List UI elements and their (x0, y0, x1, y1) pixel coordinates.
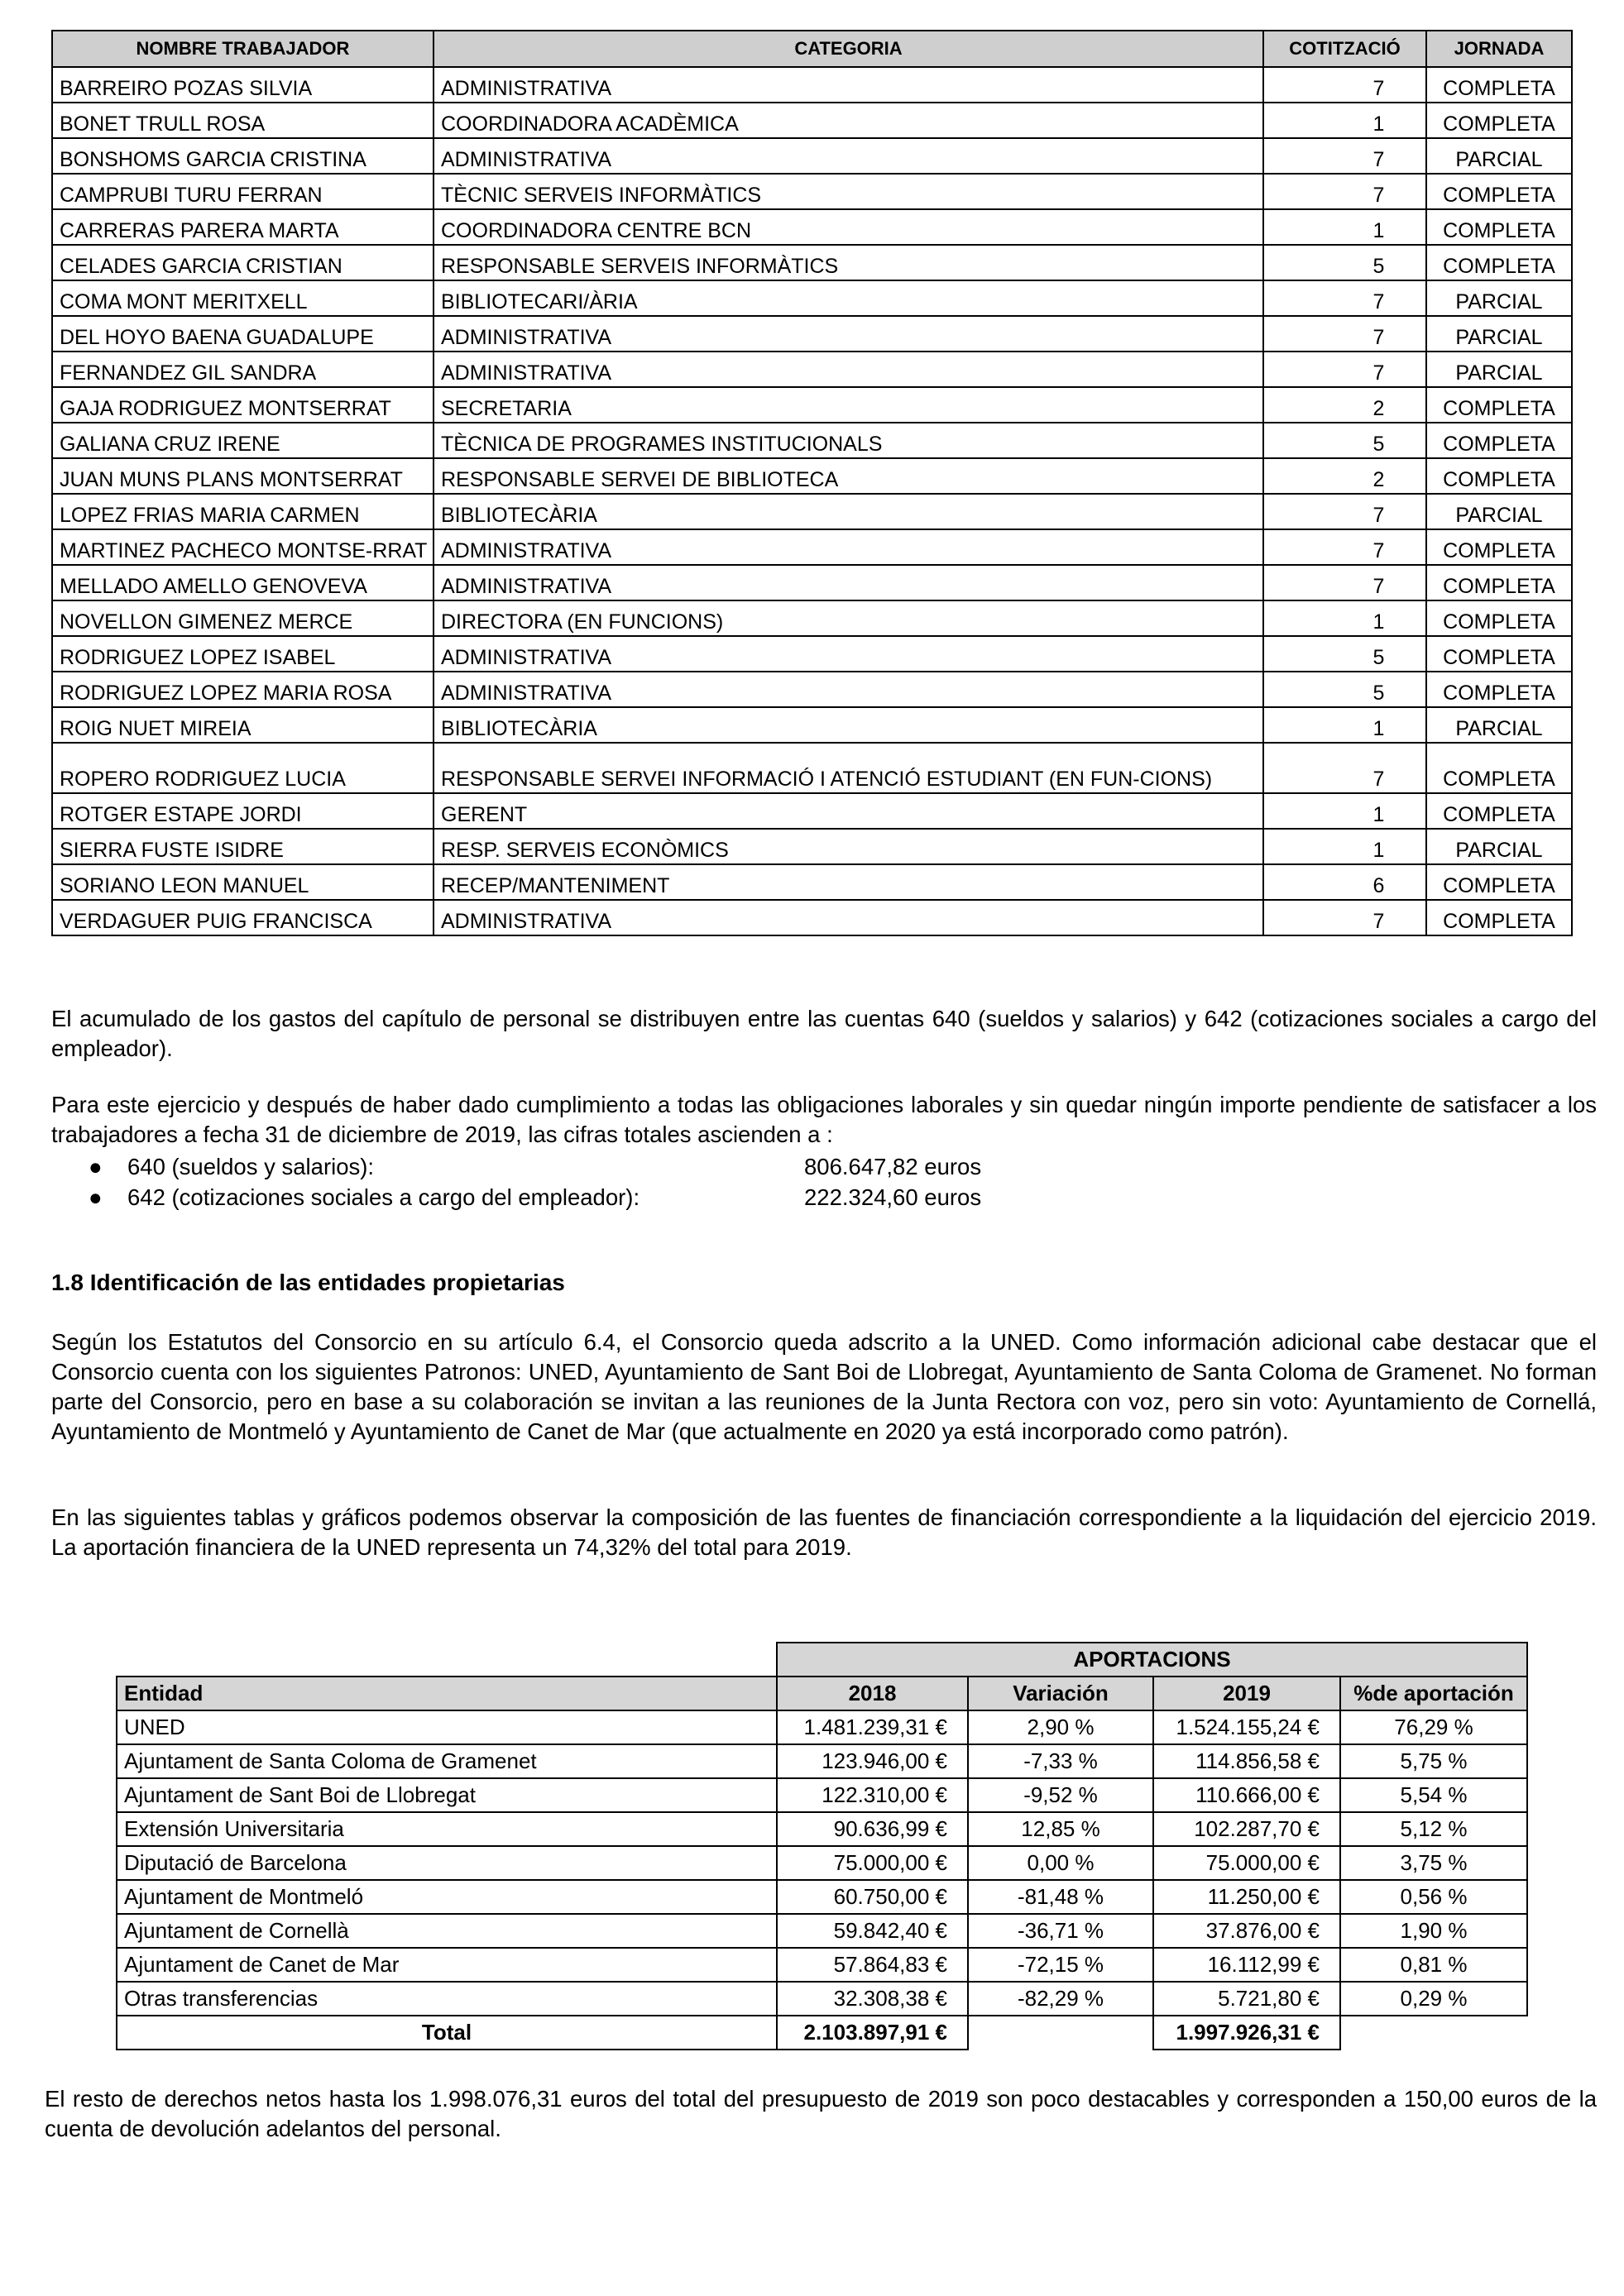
employee-jornada: COMPLETA (1426, 529, 1572, 565)
employee-cotitzacio: 7 (1263, 174, 1426, 209)
employee-name: BONSHOMS GARCIA CRISTINA (52, 138, 434, 174)
table-row (117, 1744, 1527, 1778)
employee-jornada: PARCIAL (1426, 494, 1572, 529)
aportacion-2019: 5.721,80 € (1153, 1982, 1340, 2016)
employee-cotitzacio: 2 (1263, 458, 1426, 494)
employee-category: ADMINISTRATIVA (434, 352, 1263, 387)
employee-name: JUAN MUNS PLANS MONTSERRAT (52, 458, 434, 494)
table-row (52, 494, 1572, 529)
bullet-label: 642 (cotizaciones sociales a cargo del empleador): (127, 1184, 640, 1210)
entidad-name: Diputació de Barcelona (117, 1846, 777, 1880)
aportacions-title-row (117, 1643, 1527, 1677)
employee-jornada: COMPLETA (1426, 245, 1572, 280)
table-row (117, 1914, 1527, 1948)
employee-cotitzacio: 5 (1263, 636, 1426, 672)
employee-cotitzacio: 5 (1263, 672, 1426, 707)
table-row (52, 387, 1572, 423)
header-nombre: NOMBRE TRABAJADOR (52, 31, 434, 67)
employee-name: DEL HOYO BAENA GUADALUPE (52, 316, 434, 352)
table-row (52, 423, 1572, 458)
table-row (52, 174, 1572, 209)
employee-category: ADMINISTRATIVA (434, 672, 1263, 707)
aportacions-table-body (117, 1710, 1527, 2016)
bullet-640 (51, 1151, 982, 1182)
table-row (52, 209, 1572, 245)
table-row (52, 600, 1572, 636)
aportacion-porcentaje: 0,81 % (1340, 1948, 1527, 1982)
aportacion-2019: 102.287,70 € (1153, 1812, 1340, 1846)
employee-category: ADMINISTRATIVA (434, 67, 1263, 103)
employee-cotitzacio: 1 (1263, 209, 1426, 245)
aportacion-2018: 59.842,40 € (777, 1914, 968, 1948)
aportacion-variacion: 12,85 % (968, 1812, 1153, 1846)
employee-name: ROTGER ESTAPE JORDI (52, 793, 434, 829)
employee-jornada: COMPLETA (1426, 743, 1572, 793)
employee-name: RODRIGUEZ LOPEZ MARIA ROSA (52, 672, 434, 707)
aportacion-variacion: -7,33 % (968, 1744, 1153, 1778)
employee-name: COMA MONT MERITXELL (52, 280, 434, 316)
aportacion-porcentaje: 76,29 % (1340, 1710, 1527, 1744)
employee-category: ADMINISTRATIVA (434, 636, 1263, 672)
aportacions-table (116, 1642, 1528, 2050)
employee-category: GERENT (434, 793, 1263, 829)
entidad-name: Ajuntament de Santa Coloma de Gramenet (117, 1744, 777, 1778)
employee-name: CARRERAS PARERA MARTA (52, 209, 434, 245)
employee-cotitzacio: 7 (1263, 352, 1426, 387)
table-row (52, 138, 1572, 174)
employee-cotitzacio: 6 (1263, 864, 1426, 900)
employee-cotitzacio: 7 (1263, 743, 1426, 793)
employee-cotitzacio: 1 (1263, 829, 1426, 864)
table-row (52, 316, 1572, 352)
employee-jornada: COMPLETA (1426, 793, 1572, 829)
paragraph-resto-derechos: El resto de derechos netos hasta los 1.998.076,31 euros del total del presupuesto de 2019 son poco destacables y corresponden a 150,00 euros de la cuenta de devolución adelantos del personal. (45, 2086, 1597, 2141)
header-2019: 2019 (1153, 1677, 1340, 1710)
aportacion-porcentaje: 1,90 % (1340, 1914, 1527, 1948)
employee-jornada: COMPLETA (1426, 209, 1572, 245)
table-row (52, 458, 1572, 494)
employee-jornada: COMPLETA (1426, 672, 1572, 707)
employee-jornada: COMPLETA (1426, 174, 1572, 209)
table-row (117, 1846, 1527, 1880)
employee-jornada: PARCIAL (1426, 352, 1572, 387)
employee-table-header (52, 31, 1572, 67)
employee-category: RESP. SERVEIS ECONÒMICS (434, 829, 1263, 864)
aportacion-2019: 1.524.155,24 € (1153, 1710, 1340, 1744)
employee-jornada: PARCIAL (1426, 316, 1572, 352)
entidad-name: Ajuntament de Canet de Mar (117, 1948, 777, 1982)
aportacion-variacion: 2,90 % (968, 1710, 1153, 1744)
paragraph-ejercicio: Para este ejercicio y después de haber dado cumplimiento a todas las obligaciones laborales y sin quedar ningún importe pendiente de satisfacer a los trabajadores a fecha 31 de diciembre de 2019, las cifras totales ascienden a : (51, 1092, 1597, 1147)
employee-jornada: COMPLETA (1426, 423, 1572, 458)
employee-cotitzacio: 7 (1263, 138, 1426, 174)
employee-jornada: COMPLETA (1426, 458, 1572, 494)
table-row (52, 793, 1572, 829)
table-row (52, 672, 1572, 707)
employee-name: BARREIRO POZAS SILVIA (52, 67, 434, 103)
table-row (52, 829, 1572, 864)
aportacion-2019: 114.856,58 € (1153, 1744, 1340, 1778)
bullet-642 (51, 1182, 982, 1213)
bullet-dot-icon: ● (89, 1154, 103, 1179)
employee-name: LOPEZ FRIAS MARIA CARMEN (52, 494, 434, 529)
employee-name: GAJA RODRIGUEZ MONTSERRAT (52, 387, 434, 423)
employee-cotitzacio: 1 (1263, 600, 1426, 636)
employee-category: ADMINISTRATIVA (434, 900, 1263, 935)
employee-jornada: COMPLETA (1426, 67, 1572, 103)
paragraph-financiacion: En las siguientes tablas y gráficos podemos observar la composición de las fuentes de financiación correspondiente a la liquidación del ejercicio 2019. La aportación financiera de la UNED representa un 74,32% del total para 2019. (51, 1504, 1597, 1560)
aportacions-title: APORTACIONS (777, 1643, 1527, 1677)
table-row (52, 636, 1572, 672)
table-row (117, 1710, 1527, 1744)
bullet-value: 806.647,82 euros (804, 1154, 982, 1179)
employee-jornada: PARCIAL (1426, 280, 1572, 316)
employee-name: GALIANA CRUZ IRENE (52, 423, 434, 458)
table-row (117, 1778, 1527, 1812)
table-row (117, 1982, 1527, 2016)
entidad-name: Extensión Universitaria (117, 1812, 777, 1846)
employee-cotitzacio: 1 (1263, 793, 1426, 829)
header-variacion: Variación (968, 1677, 1153, 1710)
entidad-name: Ajuntament de Montmeló (117, 1880, 777, 1914)
employee-name: BONET TRULL ROSA (52, 103, 434, 138)
header-aportacion: %de aportación (1340, 1677, 1527, 1710)
employee-name: FERNANDEZ GIL SANDRA (52, 352, 434, 387)
table-row (52, 707, 1572, 743)
aportacions-total-row (117, 2016, 1527, 2050)
employee-table-body (52, 67, 1572, 935)
employee-cotitzacio: 7 (1263, 529, 1426, 565)
employee-cotitzacio: 1 (1263, 707, 1426, 743)
employee-name: NOVELLON GIMENEZ MERCE (52, 600, 434, 636)
employee-category: TÈCNIC SERVEIS INFORMÀTICS (434, 174, 1263, 209)
employee-name: RODRIGUEZ LOPEZ ISABEL (52, 636, 434, 672)
employee-name: ROPERO RODRIGUEZ LUCIA (52, 743, 434, 793)
header-entidad: Entidad (117, 1677, 777, 1710)
table-row (52, 245, 1572, 280)
table-row (52, 529, 1572, 565)
employee-jornada: PARCIAL (1426, 829, 1572, 864)
employee-category: RESPONSABLE SERVEIS INFORMÀTICS (434, 245, 1263, 280)
aportacion-2018: 75.000,00 € (777, 1846, 968, 1880)
employee-category: ADMINISTRATIVA (434, 565, 1263, 600)
aportacion-2019: 75.000,00 € (1153, 1846, 1340, 1880)
aportacion-2019: 110.666,00 € (1153, 1778, 1340, 1812)
employee-jornada: COMPLETA (1426, 565, 1572, 600)
table-row (52, 864, 1572, 900)
employee-name: VERDAGUER PUIG FRANCISCA (52, 900, 434, 935)
paragraph-estatutos: Según los Estatutos del Consorcio en su artículo 6.4, el Consorcio queda adscrito a la UNED. Como información adicional cabe destacar que el Consorcio cuenta con los siguientes Patronos: UNED, Ayuntamiento de Sant Boi de Llobregat, Ayuntamiento de Santa Coloma de Gramenet. No forman parte del Consorcio, pero en base a su colaboración se invitan a las reuniones de la Junta Rectora con voz, pero sin voto: Ayuntamiento de Cornellá, Ayuntamiento de Montmeló y Ayuntamiento de Canet de Mar (que actualmente en 2020 ya está incorporado como patrón). (51, 1329, 1597, 1444)
aportacion-variacion: -82,29 % (968, 1982, 1153, 2016)
table-row (52, 565, 1572, 600)
employee-jornada: PARCIAL (1426, 138, 1572, 174)
employee-category: COORDINADORA ACADÈMICA (434, 103, 1263, 138)
entidad-name: Ajuntament de Sant Boi de Llobregat (117, 1778, 777, 1812)
employee-category: BIBLIOTECÀRIA (434, 494, 1263, 529)
employee-category: TÈCNICA DE PROGRAMES INSTITUCIONALS (434, 423, 1263, 458)
header-cotitzacio: COTITZACIÓ (1263, 31, 1426, 67)
employee-cotitzacio: 5 (1263, 245, 1426, 280)
aportacion-variacion: -9,52 % (968, 1778, 1153, 1812)
table-row (117, 1880, 1527, 1914)
employee-jornada: PARCIAL (1426, 707, 1572, 743)
total-2018: 2.103.897,91 € (777, 2016, 968, 2050)
employee-category: ADMINISTRATIVA (434, 316, 1263, 352)
bullet-label: 640 (sueldos y salarios): (127, 1154, 375, 1179)
header-jornada: JORNADA (1426, 31, 1572, 67)
aportacion-2018: 123.946,00 € (777, 1744, 968, 1778)
employee-name: MELLADO AMELLO GENOVEVA (52, 565, 434, 600)
header-2018: 2018 (777, 1677, 968, 1710)
employee-category: DIRECTORA (EN FUNCIONS) (434, 600, 1263, 636)
aportacion-2018: 32.308,38 € (777, 1982, 968, 2016)
entidad-name: UNED (117, 1710, 777, 1744)
aportacion-2019: 16.112,99 € (1153, 1948, 1340, 1982)
employee-name: CAMPRUBI TURU FERRAN (52, 174, 434, 209)
employee-category: COORDINADORA CENTRE BCN (434, 209, 1263, 245)
employee-category: RESPONSABLE SERVEI DE BIBLIOTECA (434, 458, 1263, 494)
employee-cotitzacio: 7 (1263, 494, 1426, 529)
employee-table (51, 30, 1573, 936)
aportacion-variacion: 0,00 % (968, 1846, 1153, 1880)
aportacion-porcentaje: 5,75 % (1340, 1744, 1527, 1778)
aportacion-2018: 90.636,99 € (777, 1812, 968, 1846)
employee-cotitzacio: 7 (1263, 67, 1426, 103)
employee-cotitzacio: 7 (1263, 565, 1426, 600)
section-heading: 1.8 Identificación de las entidades propietarias (51, 1270, 565, 1295)
entidad-name: Ajuntament de Cornellà (117, 1914, 777, 1948)
employee-category: BIBLIOTECARI/ÀRIA (434, 280, 1263, 316)
employee-name: CELADES GARCIA CRISTIAN (52, 245, 434, 280)
total-label: Total (117, 2016, 777, 2050)
employee-cotitzacio: 5 (1263, 423, 1426, 458)
bullet-value: 222.324,60 euros (804, 1184, 982, 1210)
total-2019: 1.997.926,31 € (1153, 2016, 1340, 2050)
aportacions-header-row (117, 1677, 1527, 1710)
table-row (52, 900, 1572, 935)
employee-cotitzacio: 7 (1263, 280, 1426, 316)
employee-category: BIBLIOTECÀRIA (434, 707, 1263, 743)
employee-cotitzacio: 1 (1263, 103, 1426, 138)
table-row (52, 280, 1572, 316)
table-row (117, 1948, 1527, 1982)
aportacion-variacion: -36,71 % (968, 1914, 1153, 1948)
employee-category: RESPONSABLE SERVEI INFORMACIÓ I ATENCIÓ ESTUDIANT (EN FUN-CIONS) (434, 743, 1263, 793)
aportacion-2018: 1.481.239,31 € (777, 1710, 968, 1744)
aportacion-porcentaje: 5,12 % (1340, 1812, 1527, 1846)
table-row (117, 1812, 1527, 1846)
employee-cotitzacio: 7 (1263, 900, 1426, 935)
aportacion-porcentaje: 3,75 % (1340, 1846, 1527, 1880)
employee-category: SECRETARIA (434, 387, 1263, 423)
employee-name: ROIG NUET MIREIA (52, 707, 434, 743)
aportacion-porcentaje: 5,54 % (1340, 1778, 1527, 1812)
entidad-name: Otras transferencias (117, 1982, 777, 2016)
aportacion-variacion: -72,15 % (968, 1948, 1153, 1982)
aportacion-2018: 57.864,83 € (777, 1948, 968, 1982)
employee-name: MARTINEZ PACHECO MONTSE-RRAT (52, 529, 434, 565)
table-row (52, 103, 1572, 138)
employee-category: ADMINISTRATIVA (434, 529, 1263, 565)
employee-jornada: COMPLETA (1426, 600, 1572, 636)
employee-category: RECEP/MANTENIMENT (434, 864, 1263, 900)
employee-cotitzacio: 7 (1263, 316, 1426, 352)
employee-jornada: COMPLETA (1426, 387, 1572, 423)
employee-name: SIERRA FUSTE ISIDRE (52, 829, 434, 864)
table-row (52, 352, 1572, 387)
table-row (52, 67, 1572, 103)
header-categoria: CATEGORIA (434, 31, 1263, 67)
table-row (52, 743, 1572, 793)
aportacion-porcentaje: 0,29 % (1340, 1982, 1527, 2016)
employee-name: SORIANO LEON MANUEL (52, 864, 434, 900)
aportacion-2018: 122.310,00 € (777, 1778, 968, 1812)
aportacion-2019: 37.876,00 € (1153, 1914, 1340, 1948)
aportacion-2018: 60.750,00 € (777, 1880, 968, 1914)
bullet-dot-icon: ● (89, 1184, 103, 1210)
employee-jornada: COMPLETA (1426, 103, 1572, 138)
employee-jornada: COMPLETA (1426, 900, 1572, 935)
employee-jornada: COMPLETA (1426, 636, 1572, 672)
employee-cotitzacio: 2 (1263, 387, 1426, 423)
employee-category: ADMINISTRATIVA (434, 138, 1263, 174)
aportacion-2019: 11.250,00 € (1153, 1880, 1340, 1914)
aportacion-porcentaje: 0,56 % (1340, 1880, 1527, 1914)
employee-jornada: COMPLETA (1426, 864, 1572, 900)
paragraph-cuentas: El acumulado de los gastos del capítulo de personal se distribuyen entre las cuentas 640 (sueldos y salarios) y 642 (cotizaciones sociales a cargo del empleador). (51, 1006, 1597, 1061)
cuentas-bullet-list (51, 1151, 982, 1213)
aportacion-variacion: -81,48 % (968, 1880, 1153, 1914)
